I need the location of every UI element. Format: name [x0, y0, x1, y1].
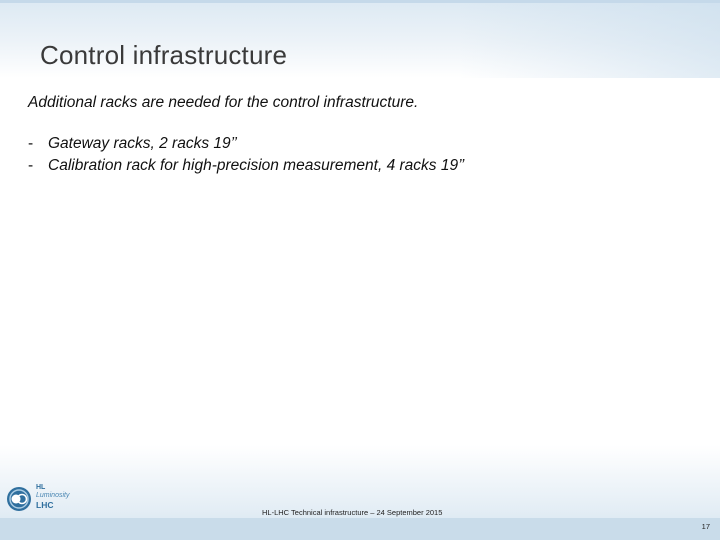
slide-title: Control infrastructure — [40, 40, 288, 70]
bullet-marker: - — [28, 157, 34, 174]
page-number: 17 — [701, 522, 710, 531]
header-edge — [0, 0, 720, 3]
logo-line-hl: HL — [36, 484, 46, 491]
bullet-item — [28, 155, 464, 177]
logo-wordmark — [36, 484, 69, 510]
bullet-text: Gateway racks, 2 racks 19’’ — [48, 135, 237, 152]
logo-line-luminosity: Luminosity — [36, 492, 70, 499]
hl-lhc-logo — [6, 484, 76, 516]
bullet-marker: - — [28, 135, 34, 152]
bullet-text: Calibration rack for high-precision measurement, 4 racks 19’’ — [48, 157, 465, 174]
hl-lhc-logo-icon — [6, 484, 34, 514]
logo-line-lhc: LHC — [36, 500, 54, 510]
footer-caption: HL-LHC Technical infrastructure – 24 September 2015 — [262, 508, 443, 517]
footer-edge — [0, 518, 720, 540]
bullet-item — [28, 133, 464, 155]
intro-text: Additional racks are needed for the control infrastructure. — [28, 94, 419, 111]
bullet-list — [28, 133, 464, 177]
